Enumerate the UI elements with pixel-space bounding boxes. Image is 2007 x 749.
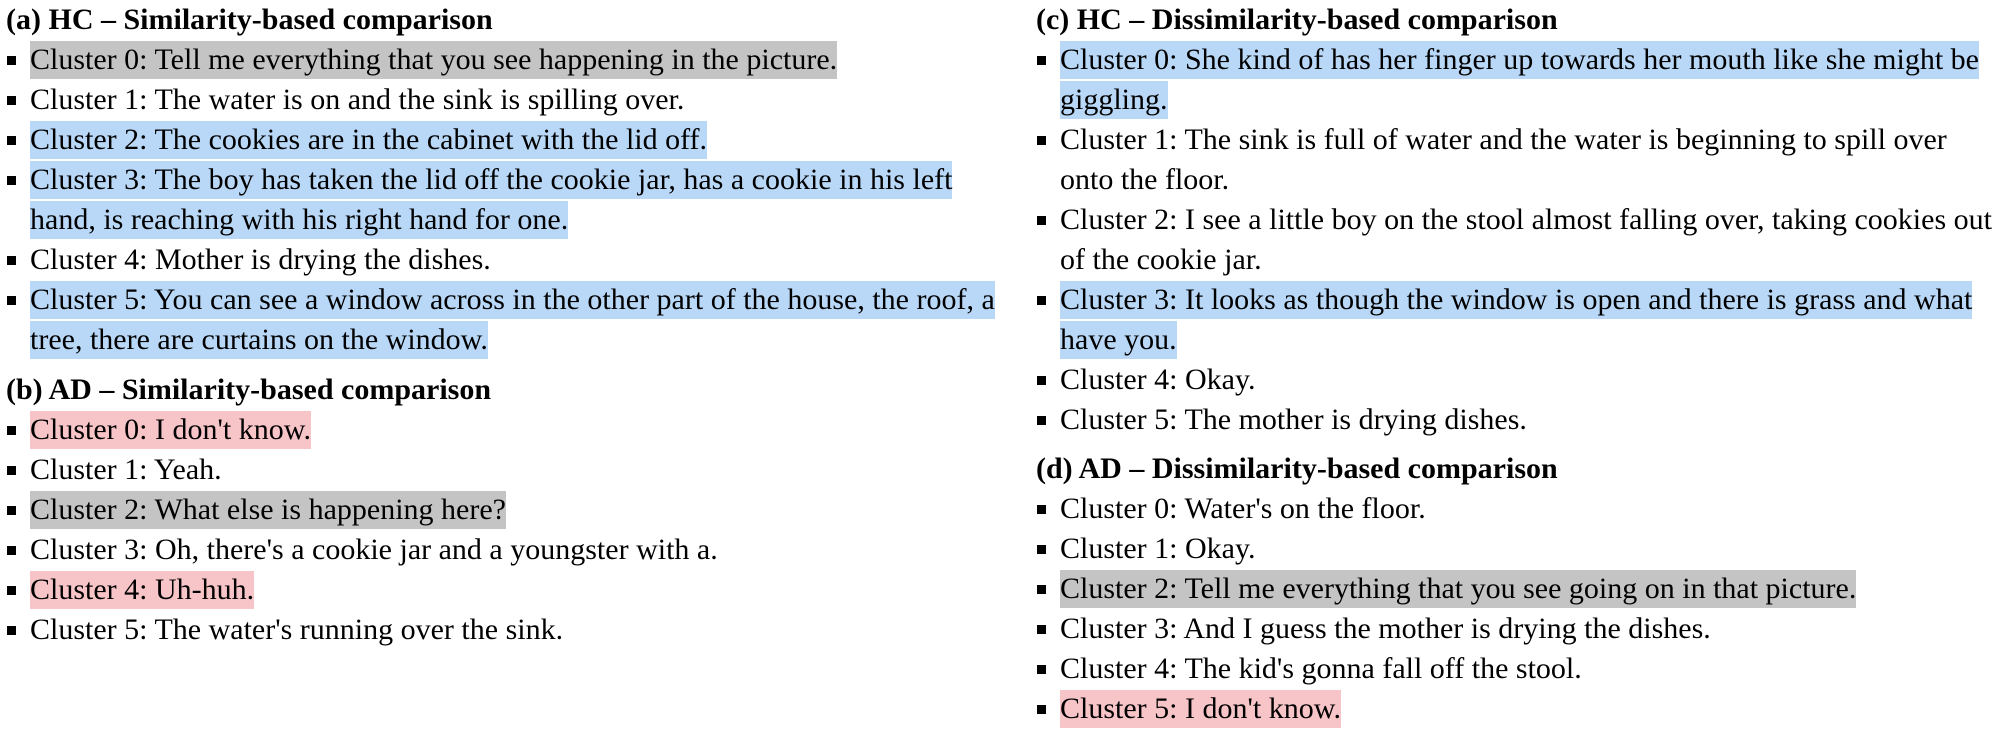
list-item bbox=[6, 280, 996, 360]
panel-a bbox=[6, 0, 996, 360]
square-bullet-icon bbox=[1037, 665, 1046, 674]
square-bullet-icon bbox=[1037, 625, 1046, 634]
panel-b bbox=[6, 370, 996, 650]
cluster-text: Cluster 4: Mother is drying the dishes. bbox=[30, 243, 491, 276]
square-bullet-icon bbox=[1037, 136, 1046, 145]
square-bullet-icon bbox=[1037, 505, 1046, 514]
list-item bbox=[6, 120, 996, 160]
square-bullet-icon bbox=[7, 296, 16, 305]
left-column bbox=[6, 0, 996, 650]
square-bullet-icon bbox=[7, 586, 16, 595]
square-bullet-icon bbox=[7, 96, 16, 105]
cluster-text: Cluster 5: The water's running over the sink. bbox=[30, 613, 564, 646]
panel-c-list bbox=[1036, 40, 2001, 440]
panel-c bbox=[1036, 0, 2001, 440]
square-bullet-icon bbox=[1037, 296, 1046, 305]
cluster-text: Cluster 4: The kid's gonna fall off the stool. bbox=[1060, 652, 1582, 685]
list-item bbox=[6, 160, 996, 240]
square-bullet-icon bbox=[1037, 585, 1046, 594]
cluster-text: Cluster 0: Water's on the floor. bbox=[1060, 492, 1426, 525]
square-bullet-icon bbox=[1037, 545, 1046, 554]
square-bullet-icon bbox=[7, 136, 16, 145]
square-bullet-icon bbox=[1037, 56, 1046, 65]
panel-a-list bbox=[6, 40, 996, 360]
list-item bbox=[6, 240, 996, 280]
list-item bbox=[6, 450, 996, 490]
square-bullet-icon bbox=[7, 256, 16, 265]
cluster-text: Cluster 1: Okay. bbox=[1060, 532, 1256, 565]
cluster-text: Cluster 1: The water is on and the sink is spilling over. bbox=[30, 83, 685, 116]
cluster-text: Cluster 5: You can see a window across in the other part of the house, the roof, a tree, there are curtains on the window. bbox=[30, 281, 995, 359]
list-item bbox=[1036, 489, 2001, 529]
list-item bbox=[6, 610, 996, 650]
list-item bbox=[1036, 360, 2001, 400]
list-item bbox=[1036, 649, 2001, 689]
cluster-text: Cluster 5: I don't know. bbox=[1060, 690, 1341, 728]
list-item bbox=[1036, 609, 2001, 649]
square-bullet-icon bbox=[7, 426, 16, 435]
square-bullet-icon bbox=[7, 56, 16, 65]
cluster-text: Cluster 2: The cookies are in the cabinet with the lid off. bbox=[30, 121, 707, 159]
right-column bbox=[1036, 0, 2001, 729]
square-bullet-icon bbox=[1037, 376, 1046, 385]
panel-c-heading: (c) HC – Dissimilarity-based comparison bbox=[1036, 3, 1558, 36]
list-item bbox=[1036, 529, 2001, 569]
cluster-text: Cluster 5: The mother is drying dishes. bbox=[1060, 403, 1527, 436]
cluster-text: Cluster 2: What else is happening here? bbox=[30, 491, 506, 529]
cluster-text: Cluster 3: The boy has taken the lid off the cookie jar, has a cookie in his left hand, is reaching with his right hand for one. bbox=[30, 161, 952, 239]
cluster-text: Cluster 4: Okay. bbox=[1060, 363, 1256, 396]
list-item bbox=[1036, 40, 2001, 120]
panel-b-heading: (b) AD – Similarity-based comparison bbox=[6, 373, 492, 406]
panel-d bbox=[1036, 449, 2001, 729]
square-bullet-icon bbox=[1037, 705, 1046, 714]
cluster-text: Cluster 0: Tell me everything that you see happening in the picture. bbox=[30, 41, 837, 79]
cluster-text: Cluster 3: Oh, there's a cookie jar and a youngster with a. bbox=[30, 533, 718, 566]
cluster-text: Cluster 3: And I guess the mother is drying the dishes. bbox=[1060, 612, 1711, 645]
list-item bbox=[6, 530, 996, 570]
square-bullet-icon bbox=[7, 466, 16, 475]
list-item bbox=[1036, 400, 2001, 440]
list-item bbox=[6, 40, 996, 80]
list-item bbox=[1036, 200, 2001, 280]
list-item bbox=[1036, 120, 2001, 200]
cluster-text: Cluster 2: I see a little boy on the stool almost falling over, taking cookies out of the cookie jar. bbox=[1060, 203, 1992, 276]
list-item bbox=[1036, 569, 2001, 609]
cluster-text: Cluster 4: Uh-huh. bbox=[30, 571, 254, 609]
square-bullet-icon bbox=[7, 546, 16, 555]
cluster-text: Cluster 0: She kind of has her finger up towards her mouth like she might be giggling. bbox=[1060, 41, 1979, 119]
list-item bbox=[6, 80, 996, 120]
panel-d-heading: (d) AD – Dissimilarity-based comparison bbox=[1036, 452, 1558, 485]
cluster-text: Cluster 0: I don't know. bbox=[30, 411, 311, 449]
cluster-text: Cluster 3: It looks as though the window is open and there is grass and what have you. bbox=[1060, 281, 1972, 359]
list-item bbox=[1036, 689, 2001, 729]
cluster-text: Cluster 1: The sink is full of water and the water is beginning to spill over onto the floor. bbox=[1060, 123, 1947, 196]
panel-d-list bbox=[1036, 489, 2001, 729]
list-item bbox=[1036, 280, 2001, 360]
cluster-text: Cluster 1: Yeah. bbox=[30, 453, 222, 486]
square-bullet-icon bbox=[1037, 216, 1046, 225]
square-bullet-icon bbox=[7, 176, 16, 185]
list-item bbox=[6, 410, 996, 450]
square-bullet-icon bbox=[7, 626, 16, 635]
list-item bbox=[6, 570, 996, 610]
panel-a-heading: (a) HC – Similarity-based comparison bbox=[6, 3, 493, 36]
list-item bbox=[6, 490, 996, 530]
square-bullet-icon bbox=[1037, 416, 1046, 425]
square-bullet-icon bbox=[7, 506, 16, 515]
panel-b-list bbox=[6, 410, 996, 650]
cluster-text: Cluster 2: Tell me everything that you see going on in that picture. bbox=[1060, 570, 1856, 608]
